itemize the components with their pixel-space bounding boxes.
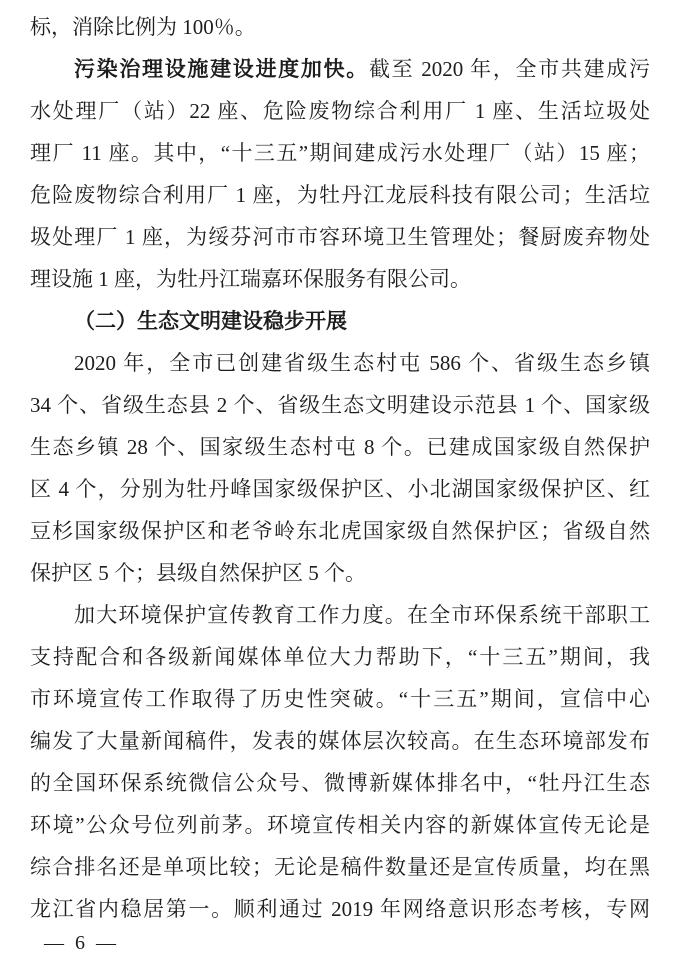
text-line: 编发了大量新闻稿件，发表的媒体层次较高。在生态环境部发布 (30, 729, 650, 753)
text-line: 理厂 11 座。其中，“十三五”期间建成污水处理厂（站）15 座； (30, 141, 650, 165)
paragraph-lead-bold: 污染治理设施建设进度加快。 (74, 57, 369, 81)
text-line: 圾处理厂 1 座，为绥芬河市市容环境卫生管理处；餐厨废弃物处 (30, 225, 650, 249)
text-line: 34 个、省级生态县 2 个、省级生态文明建设示范县 1 个、国家级 (30, 393, 650, 417)
text-line: 的全国环保系统微信公众号、微博新媒体排名中，“牡丹江生态 (30, 771, 650, 795)
text-line: 水处理厂（站）22 座、危险废物综合利用厂 1 座、生活垃圾处 (30, 99, 650, 123)
document-body (30, 6, 650, 930)
text-line: 保护区 5 个；县级自然保护区 5 个。 (30, 561, 366, 585)
text-line: 豆杉国家级保护区和老爷岭东北虎国家级自然保护区；省级自然 (30, 519, 650, 543)
text-line: 2020 年，全市已创建省级生态村屯 586 个、省级生态乡镇 (74, 351, 650, 375)
text-line: 理设施 1 座，为牡丹江瑞嘉环保服务有限公司。 (30, 267, 471, 291)
text-line: 环境”公众号位列前茅。环境宣传相关内容的新媒体宣传无论是 (30, 813, 650, 837)
text-line: 区 4 个，分别为牡丹峰国家级保护区、小北湖国家级保护区、红 (30, 477, 650, 501)
text-line: 龙江省内稳居第一。顺利通过 2019 年网络意识形态考核，专网 (30, 897, 650, 921)
page-number: — 6 — (44, 932, 119, 954)
text-line: 综合排名还是单项比较；无论是稿件数量还是宣传质量，均在黑 (30, 855, 650, 879)
text-line: 危险废物综合利用厂 1 座，为牡丹江龙辰科技有限公司；生活垃 (30, 183, 650, 207)
text-line: 标，消除比例为 100％。 (30, 15, 256, 39)
text-line: 支持配合和各级新闻媒体单位大力帮助下，“十三五”期间，我 (30, 645, 650, 669)
text-line: 市环境宣传工作取得了历史性突破。“十三五”期间，宣信中心 (30, 687, 650, 711)
text-line: 生态乡镇 28 个、国家级生态村屯 8 个。已建成国家级自然保护 (30, 435, 650, 459)
section-heading: （二）生态文明建设稳步开展 (74, 309, 347, 333)
paragraph-text: 截至 2020 年，全市共建成污 (368, 57, 650, 81)
text-line (30, 48, 650, 90)
text-line: 加大环境保护宣传教育工作力度。在全市环保系统干部职工 (74, 603, 650, 627)
